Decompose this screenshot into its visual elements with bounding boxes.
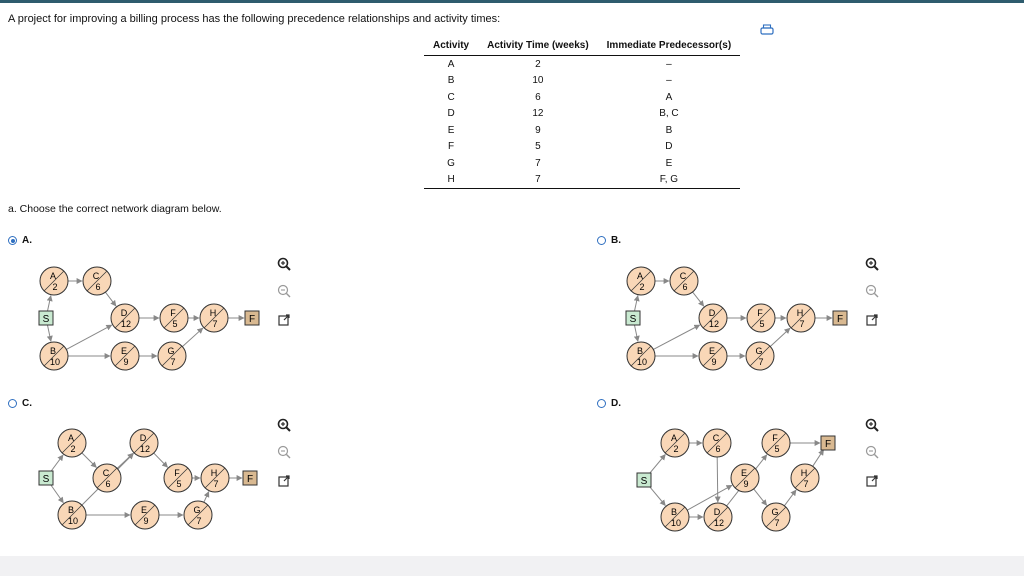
popout-icon[interactable] — [864, 473, 880, 489]
activity-letter: A — [670, 433, 678, 443]
table-row — [424, 73, 740, 90]
activity-time: 7 — [170, 357, 176, 367]
activity-node-f — [164, 464, 192, 492]
activity-node-c — [703, 429, 731, 457]
activity-letter: F — [772, 433, 778, 443]
activity-node-g — [746, 342, 774, 370]
activity-node-c — [93, 464, 121, 492]
cell: A — [447, 58, 455, 70]
zoom-in-icon[interactable] — [276, 256, 292, 272]
finish-node — [245, 311, 259, 325]
activity-time: 9 — [123, 357, 129, 367]
start-node — [39, 311, 53, 325]
subquestion-text: a. Choose the correct network diagram below. — [8, 203, 222, 215]
activity-letter: G — [193, 505, 201, 515]
network-diagram-d — [590, 412, 890, 552]
activity-letter: H — [210, 468, 218, 478]
activity-time: 7 — [799, 319, 805, 329]
activity-node-a — [58, 429, 86, 457]
activity-time: 7 — [212, 319, 218, 329]
option-c-label: C. — [22, 398, 32, 409]
activity-time: 12 — [120, 319, 132, 329]
activity-node-f — [762, 429, 790, 457]
table-row — [424, 56, 740, 73]
activity-letter: C — [92, 271, 100, 281]
option-d-radio[interactable] — [597, 399, 606, 408]
activity-node-e — [111, 342, 139, 370]
option-a[interactable] — [8, 235, 32, 246]
cell: F, G — [598, 172, 741, 189]
activity-table — [424, 38, 740, 189]
activity-node-a — [40, 267, 68, 295]
edge-arrow — [770, 328, 790, 346]
finish-node — [833, 311, 847, 325]
finish-node-label: F — [248, 314, 256, 325]
activity-node-g — [184, 501, 212, 529]
activity-letter: C — [679, 271, 687, 281]
cell: C — [447, 91, 455, 103]
zoom-out-icon[interactable] — [276, 444, 292, 460]
activity-time: 10 — [670, 518, 682, 528]
cell: A — [665, 91, 673, 103]
edge-arrow — [154, 453, 168, 467]
cell: 7 — [478, 172, 598, 189]
zoom-in-icon[interactable] — [276, 417, 292, 433]
network-diagram-b — [590, 250, 890, 390]
edge-arrow — [47, 325, 50, 341]
edge-arrow — [648, 485, 665, 505]
activity-letter: E — [740, 468, 748, 478]
activity-letter: F — [170, 308, 176, 318]
option-b[interactable] — [597, 235, 621, 246]
edge-arrow — [653, 325, 699, 349]
cell: F — [448, 141, 455, 153]
cell: 10 — [532, 75, 544, 87]
edge-arrow — [50, 484, 63, 503]
activity-letter: E — [708, 346, 716, 356]
table-row — [424, 139, 740, 156]
activity-time: 9 — [711, 357, 717, 367]
activity-letter: B — [636, 346, 644, 356]
cell: – — [666, 75, 672, 87]
edge-arrow — [47, 296, 50, 311]
activity-time: 10 — [49, 357, 61, 367]
col-activity: Activity — [424, 38, 478, 56]
activity-node-a — [627, 267, 655, 295]
activity-letter: D — [708, 308, 716, 318]
activity-letter: B — [49, 346, 57, 356]
activity-time: 2 — [52, 282, 58, 292]
cell: 9 — [535, 124, 541, 136]
option-c-radio[interactable] — [8, 399, 17, 408]
activity-node-b — [627, 342, 655, 370]
col-predecessors: Immediate Predecessor(s) — [598, 38, 741, 56]
edge-arrow — [784, 490, 796, 506]
activity-letter: H — [800, 468, 808, 478]
activity-time: 7 — [774, 518, 780, 528]
activity-time: 12 — [708, 319, 720, 329]
activity-letter: A — [636, 271, 644, 281]
activity-letter: G — [755, 346, 763, 356]
cell: E — [447, 124, 455, 136]
activity-time: 7 — [213, 479, 219, 489]
activity-letter: A — [67, 433, 75, 443]
activity-time: 7 — [196, 516, 202, 526]
finish-node-label: F — [824, 439, 832, 450]
cell: B — [665, 124, 673, 136]
cell: 2 — [535, 58, 541, 70]
activity-node-e — [731, 464, 759, 492]
finish-node-label: F — [246, 474, 254, 485]
cell: – — [666, 58, 672, 70]
zoom-out-icon[interactable] — [864, 283, 880, 299]
activity-letter: D — [713, 507, 721, 517]
table-row — [424, 155, 740, 172]
activity-node-d — [130, 429, 158, 457]
option-d-label: D. — [611, 398, 621, 409]
activity-time: 5 — [759, 319, 765, 329]
footer-bar — [0, 556, 1024, 576]
print-icon[interactable] — [760, 24, 774, 36]
edge-arrow — [117, 453, 133, 468]
col-time: Activity Time (weeks) — [478, 38, 598, 56]
start-node-label: S — [640, 476, 648, 487]
activity-time: 9 — [743, 479, 749, 489]
activity-letter: F — [757, 308, 763, 318]
activity-node-a — [661, 429, 689, 457]
cell: 6 — [535, 91, 541, 103]
table-row — [424, 89, 740, 106]
activity-time: 6 — [95, 282, 101, 292]
activity-time: 2 — [70, 444, 76, 454]
network-diagram-a — [0, 250, 300, 390]
zoom-in-icon[interactable] — [864, 256, 880, 272]
option-d[interactable] — [597, 398, 621, 409]
edge-arrow — [754, 489, 767, 505]
finish-node — [821, 436, 835, 450]
cell: H — [424, 172, 478, 189]
activity-letter: D — [120, 308, 128, 318]
cell: B — [447, 75, 455, 87]
activity-node-e — [699, 342, 727, 370]
option-b-label: B. — [611, 235, 621, 246]
activity-node-d — [704, 503, 732, 531]
popout-icon[interactable] — [864, 312, 880, 328]
activity-time: 7 — [803, 479, 809, 489]
activity-letter: C — [102, 468, 110, 478]
zoom-in-icon[interactable] — [864, 417, 880, 433]
cell: G — [447, 157, 455, 169]
activity-time: 7 — [758, 357, 764, 367]
activity-letter: G — [771, 507, 779, 517]
activity-time: 5 — [176, 479, 182, 489]
activity-letter: B — [67, 505, 75, 515]
activity-time: 5 — [172, 319, 178, 329]
activity-node-c — [83, 267, 111, 295]
edge-arrow — [648, 454, 665, 474]
edge-arrow — [50, 455, 63, 472]
start-node — [637, 473, 651, 487]
activity-node-h — [791, 464, 819, 492]
finish-node-label: F — [836, 314, 844, 325]
activity-node-d — [111, 304, 139, 332]
activity-node-b — [661, 503, 689, 531]
option-b-radio[interactable] — [597, 236, 606, 245]
activity-node-c — [670, 267, 698, 295]
activity-node-h — [200, 304, 228, 332]
top-accent-bar — [0, 0, 1024, 3]
cell: 12 — [532, 108, 544, 120]
activity-time: 12 — [713, 518, 725, 528]
activity-letter: H — [796, 308, 804, 318]
start-node-label: S — [42, 474, 50, 485]
activity-time: 10 — [67, 516, 79, 526]
activity-time: 12 — [139, 444, 151, 454]
activity-letter: H — [209, 308, 217, 318]
cell: 5 — [535, 141, 541, 153]
activity-time: 9 — [143, 516, 149, 526]
popout-icon[interactable] — [276, 312, 292, 328]
activity-node-d — [699, 304, 727, 332]
activity-node-h — [201, 464, 229, 492]
option-a-radio[interactable] — [8, 236, 17, 245]
cell: B, C — [659, 108, 679, 120]
activity-letter: E — [140, 505, 148, 515]
network-diagram-c — [0, 412, 300, 552]
activity-time: 6 — [715, 444, 721, 454]
activity-time: 6 — [682, 282, 688, 292]
activity-time: 2 — [639, 282, 645, 292]
table-row — [424, 172, 740, 189]
activity-node-f — [160, 304, 188, 332]
activity-time: 5 — [774, 444, 780, 454]
table-row — [424, 106, 740, 123]
start-node-label: S — [629, 314, 637, 325]
edge-arrow — [693, 292, 704, 306]
activity-node-b — [40, 342, 68, 370]
activity-letter: D — [139, 433, 147, 443]
activity-time: 6 — [105, 479, 111, 489]
edge-arrow — [634, 296, 637, 311]
start-node-label: S — [42, 314, 50, 325]
table-row — [424, 122, 740, 139]
start-node — [39, 471, 53, 485]
edge-arrow — [634, 325, 637, 341]
option-a-label: A. — [22, 235, 32, 246]
activity-letter: B — [670, 507, 678, 517]
zoom-out-icon[interactable] — [864, 444, 880, 460]
option-c[interactable] — [8, 398, 32, 409]
edge-arrow — [717, 457, 718, 502]
activity-node-h — [787, 304, 815, 332]
cell: 7 — [535, 157, 541, 169]
zoom-out-icon[interactable] — [276, 283, 292, 299]
edge-arrow — [82, 453, 96, 467]
activity-letter: F — [174, 468, 180, 478]
start-node — [626, 311, 640, 325]
activity-node-b — [58, 501, 86, 529]
cell: D — [665, 141, 673, 153]
popout-icon[interactable] — [276, 473, 292, 489]
activity-node-f — [747, 304, 775, 332]
edge-arrow — [105, 292, 116, 306]
activity-letter: C — [712, 433, 720, 443]
activity-time: 2 — [673, 444, 679, 454]
activity-letter: G — [167, 346, 175, 356]
activity-node-g — [158, 342, 186, 370]
activity-node-e — [131, 501, 159, 529]
activity-node-g — [762, 503, 790, 531]
cell: D — [447, 108, 455, 120]
edge-arrow — [204, 492, 209, 503]
finish-node — [243, 471, 257, 485]
activity-letter: A — [49, 271, 57, 281]
cell: E — [665, 157, 673, 169]
edge-arrow — [66, 325, 111, 349]
activity-time: 10 — [636, 357, 648, 367]
edge-arrow — [813, 450, 824, 467]
question-text: A project for improving a billing process has the following precedence relationships and activity times: — [8, 13, 501, 25]
activity-letter: E — [120, 346, 128, 356]
edge-arrow — [182, 328, 202, 347]
